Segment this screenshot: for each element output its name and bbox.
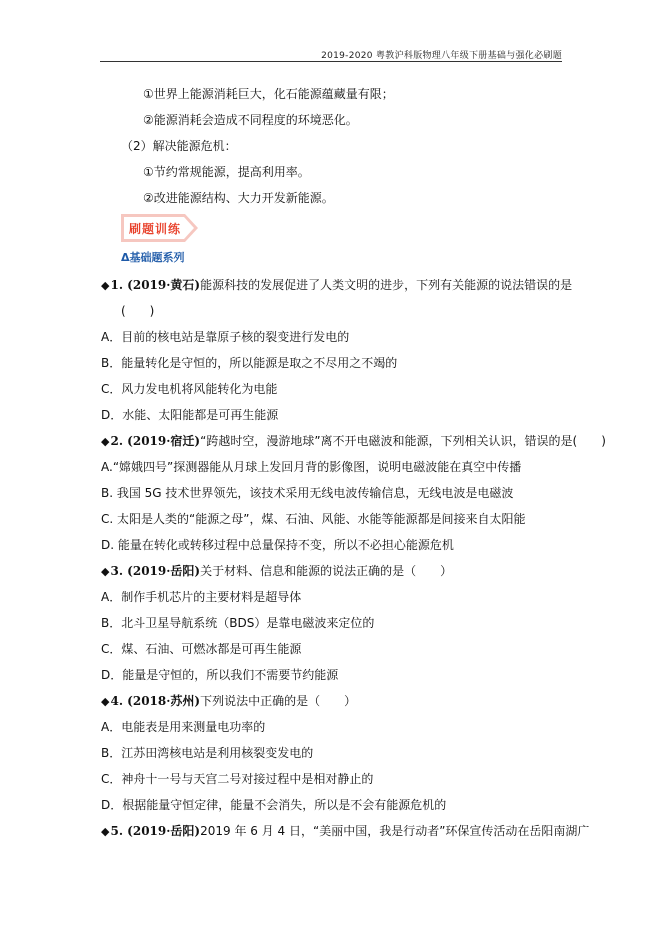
question-4-option-b: B．江苏田湾核电站是利用核裂变发电的 (101, 746, 314, 760)
diamond-icon: ◆ (101, 435, 110, 448)
question-1-bracket: ( ) (121, 304, 155, 318)
solve-2: ②改进能源结构、大力开发新能源。 (143, 191, 334, 205)
question-2-text: “跨越时空，漫游地球”离不开电磁波和能源，下列相关认识，错误的是( ) (200, 434, 606, 448)
question-4-option-c: C．神舟十一号与天宫二号对接过程中是相对静止的 (101, 772, 374, 786)
question-4-tag: 4. (2018·苏州) (110, 694, 201, 708)
diamond-icon: ◆ (101, 825, 110, 838)
question-2-option-b: B. 我国 5G 技术世界领先，该技术采用无线电波传输信息，无线电波是电磁波 (101, 486, 514, 500)
practice-banner (121, 214, 198, 242)
series-heading: Δ基础题系列 (121, 251, 185, 264)
question-3-text: 关于材料、信息和能源的说法正确的是（ ） (200, 564, 453, 578)
question-3-tag: 3. (2019·岳阳) (110, 564, 201, 578)
question-2-option-a: A.“嫦娥四号”探测器能从月球上发回月背的影像图，说明电磁波能在真空中传播 (101, 460, 522, 474)
question-1-text: 能源科技的发展促进了人类文明的进步，下列有关能源的说法错误的是 (200, 278, 573, 292)
question-2-option-d: D. 能量在转化或转移过程中总量保持不变，所以不必担心能源危机 (101, 538, 454, 552)
question-1-stem (101, 277, 572, 294)
solve-title: （2）解决能源危机： (121, 139, 237, 153)
question-3-option-c: C．煤、石油、可燃冰都是可再生能源 (101, 642, 302, 656)
cause-1: ①世界上能源消耗巨大，化石能源蕴藏量有限； (143, 87, 394, 101)
question-3-option-b: B．北斗卫星导航系统（BDS）是靠电磁波来定位的 (101, 616, 375, 630)
cause-2: ②能源消耗会造成不同程度的环境恶化。 (143, 113, 358, 127)
solve-1: ①节约常规能源，提高利用率。 (143, 165, 310, 179)
question-4-text: 下列说法中正确的是（ ） (200, 694, 357, 708)
question-1-option-b: B．能量转化是守恒的，所以能源是取之不尽用之不竭的 (101, 356, 398, 370)
question-4-stem (101, 693, 356, 710)
header-divider (100, 61, 562, 62)
question-1-tag: 1. (2019·黄石) (110, 278, 201, 292)
question-3-option-a: A．制作手机芯片的主要材料是超导体 (101, 590, 302, 604)
question-1-option-a: A．目前的核电站是靠原子核的裂变进行发电的 (101, 330, 350, 344)
question-1-option-c: C．风力发电机将风能转化为电能 (101, 382, 278, 396)
question-3-option-d: D．能量是守恒的，所以我们不需要节约能源 (101, 668, 339, 682)
question-2-option-c: C. 太阳是人类的“能源之母”，煤、石油、风能、水能等能源都是间接来自太阳能 (101, 512, 526, 526)
question-1-option-d: D．水能、太阳能都是可再生能源 (101, 408, 279, 422)
question-2-tag: 2. (2019·宿迁) (110, 434, 201, 448)
diamond-icon: ◆ (101, 565, 110, 578)
question-5-stem (101, 823, 589, 840)
question-5-text: 2019 年 6 月 4 日，“美丽中国，我是行动者”环保宣传活动在岳阳南湖广 (200, 824, 590, 838)
diamond-icon: ◆ (101, 279, 110, 292)
question-3-stem (101, 563, 452, 580)
banner-label: 刷题训练 (129, 222, 182, 236)
page-header: 2019-2020 粤教沪科版物理八年级下册基础与强化必刷题 (321, 51, 562, 61)
diamond-icon: ◆ (101, 695, 110, 708)
question-5-tag: 5. (2019·岳阳) (110, 824, 201, 838)
question-2-stem (101, 433, 606, 450)
question-4-option-a: A．电能表是用来测量电功率的 (101, 720, 266, 734)
question-4-option-d: D．根据能量守恒定律，能量不会消失，所以是不会有能源危机的 (101, 798, 447, 812)
